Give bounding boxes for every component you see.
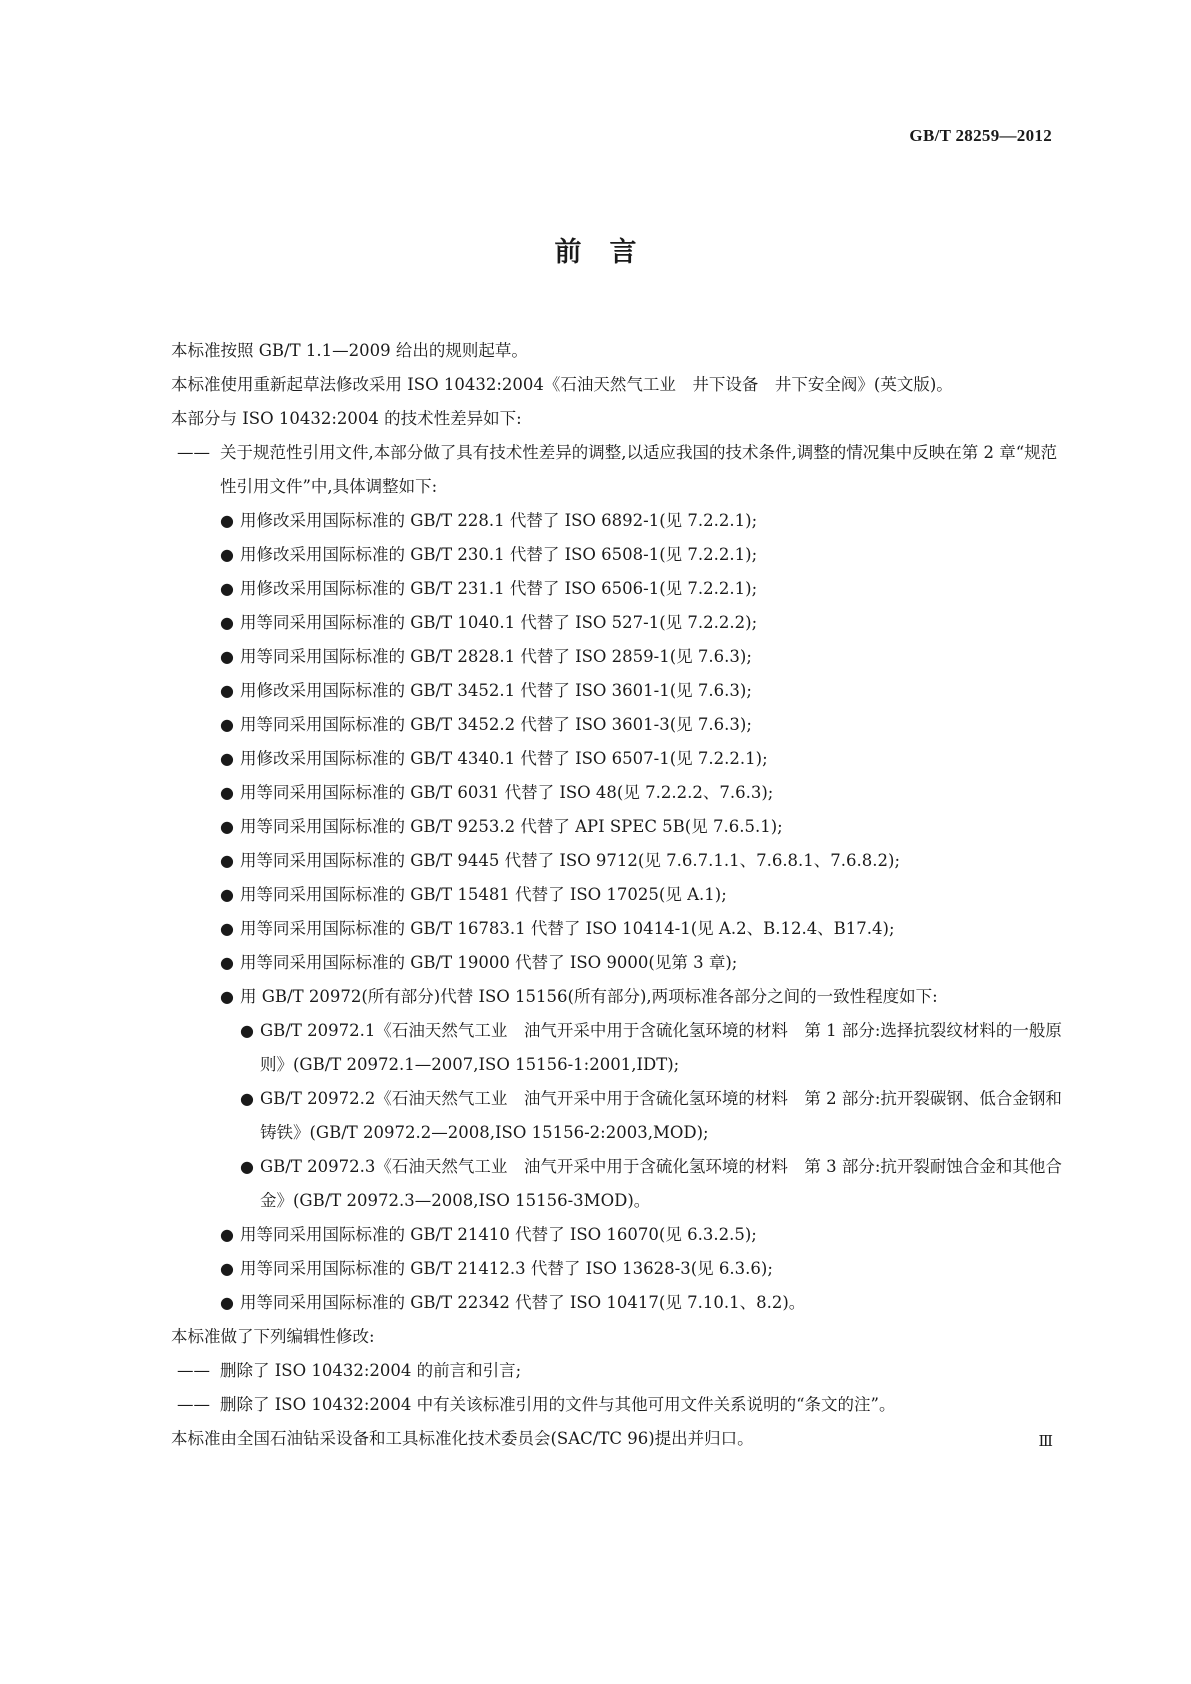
bullet-item	[138, 572, 1063, 606]
bullet-dot: ●	[220, 511, 234, 530]
bullet-item	[138, 980, 1063, 1014]
bullet-dot: ●	[220, 545, 234, 564]
sub-bullet-text: GB/T 20972.2《石油天然气工业 油气开采中用于含硫化氢环境的材料 第 2 部分:抗开裂碳钢、低合金钢和铸铁》(GB/T 20972.2—2008,ISO 15156-2:2003,MOD);	[260, 1089, 1062, 1142]
bullet-dot: ●	[220, 851, 234, 870]
page-title: 前言	[554, 237, 665, 268]
bullet-dot: ●	[220, 749, 234, 768]
paragraph: 本标准做了下列编辑性修改:	[171, 1327, 375, 1346]
bullet-item	[138, 606, 1063, 640]
bullet-item	[138, 810, 1063, 844]
paragraph: 本标准使用重新起草法修改采用 ISO 10432:2004《石油天然气工业 井下设备 井下安全阀》(英文版)。	[171, 375, 953, 394]
paragraph: 本标准由全国石油钻采设备和工具标准化技术委员会(SAC/TC 96)提出并归口。	[171, 1429, 754, 1448]
bullet-item	[138, 776, 1063, 810]
bullet-text: 用等同采用国际标准的 GB/T 21412.3 代替了 ISO 13628-3(见 6.3.6);	[240, 1259, 773, 1278]
bullet-item	[138, 504, 1063, 538]
bullet-dot: ●	[220, 817, 234, 836]
bullet-dot: ●	[220, 681, 234, 700]
bullet-text: 用 GB/T 20972(所有部分)代替 ISO 15156(所有部分),两项标准各部分之间的一致性程度如下:	[240, 987, 938, 1006]
bullet-dot: ●	[220, 715, 234, 734]
dash-item	[138, 436, 1063, 504]
standard-number: GB/T 28259—2012	[909, 126, 1052, 145]
paragraph: 本部分与 ISO 10432:2004 的技术性差异如下:	[171, 409, 522, 428]
bullet-text: 用等同采用国际标准的 GB/T 2828.1 代替了 ISO 2859-1(见 7.6.3);	[240, 647, 752, 666]
bullet-item	[138, 742, 1063, 776]
paragraph: 本标准按照 GB/T 1.1—2009 给出的规则起草。	[171, 341, 528, 360]
bullet-text: 用等同采用国际标准的 GB/T 9253.2 代替了 API SPEC 5B(见 7.6.5.1);	[240, 817, 783, 836]
bullet-item	[138, 946, 1063, 980]
bullet-text: 用修改采用国际标准的 GB/T 228.1 代替了 ISO 6892-1(见 7.2.2.1);	[240, 511, 758, 530]
bullet-dot: ●	[220, 613, 234, 632]
bullet-item	[138, 708, 1063, 742]
bullet-text: 用等同采用国际标准的 GB/T 3452.2 代替了 ISO 3601-3(见 7.6.3);	[240, 715, 752, 734]
sub-bullet-item	[138, 1150, 1063, 1218]
bullet-item	[138, 912, 1063, 946]
bullet-item	[138, 844, 1063, 878]
dash-mark: ——	[177, 443, 210, 462]
bullet-dot: ●	[220, 1293, 234, 1312]
dash-mark: ——	[177, 1361, 210, 1380]
bullet-dot: ●	[220, 987, 234, 1006]
bullet-text: 用等同采用国际标准的 GB/T 21410 代替了 ISO 16070(见 6.3.2.5);	[240, 1225, 757, 1244]
bullet-item	[138, 1218, 1063, 1252]
bullet-text: 用等同采用国际标准的 GB/T 9445 代替了 ISO 9712(见 7.6.7.1.1、7.6.8.1、7.6.8.2);	[240, 851, 901, 870]
bullet-item	[138, 674, 1063, 708]
dash-mark: ——	[177, 1395, 210, 1414]
dash-item-text: 关于规范性引用文件,本部分做了具有技术性差异的调整,以适应我国的技术条件,调整的情况集中反映在第 2 章“规范性引用文件”中,具体调整如下:	[220, 443, 1058, 496]
page-number: Ⅲ	[1038, 1434, 1053, 1450]
bullet-dot: ●	[220, 579, 234, 598]
bullet-item	[138, 878, 1063, 912]
sub-bullet-text: GB/T 20972.1《石油天然气工业 油气开采中用于含硫化氢环境的材料 第 1 部分:选择抗裂纹材料的一般原则》(GB/T 20972.1—2007,ISO 15156-1:2001,IDT);	[260, 1021, 1062, 1074]
bullet-dot: ●	[220, 1225, 234, 1244]
bullet-item	[138, 538, 1063, 572]
bullet-item	[138, 1252, 1063, 1286]
bullet-text: 用修改采用国际标准的 GB/T 230.1 代替了 ISO 6508-1(见 7.2.2.1);	[240, 545, 758, 564]
dash-item	[138, 1354, 1063, 1388]
bullet-text: 用修改采用国际标准的 GB/T 231.1 代替了 ISO 6506-1(见 7.2.2.1);	[240, 579, 758, 598]
bullet-text: 用等同采用国际标准的 GB/T 15481 代替了 ISO 17025(见 A.1);	[240, 885, 727, 904]
sub-bullet-item	[138, 1014, 1063, 1082]
preface-body	[138, 334, 1063, 1456]
bullet-text: 用等同采用国际标准的 GB/T 16783.1 代替了 ISO 10414-1(见 A.2、B.12.4、B17.4);	[240, 919, 895, 938]
dash-item-text: 删除了 ISO 10432:2004 中有关该标准引用的文件与其他可用文件关系说明的“条文的注”。	[220, 1395, 896, 1414]
bullet-dot: ●	[220, 919, 234, 938]
sub-bullet-text: GB/T 20972.3《石油天然气工业 油气开采中用于含硫化氢环境的材料 第 3 部分:抗开裂耐蚀合金和其他合金》(GB/T 20972.3—2008,ISO 15156-3MOD)。	[260, 1157, 1062, 1210]
bullet-text: 用等同采用国际标准的 GB/T 6031 代替了 ISO 48(见 7.2.2.2、7.6.3);	[240, 783, 774, 802]
bullet-dot: ●	[240, 1089, 254, 1108]
sub-bullet-item	[138, 1082, 1063, 1150]
bullet-dot: ●	[220, 953, 234, 972]
bullet-dot: ●	[220, 783, 234, 802]
bullet-dot: ●	[240, 1021, 254, 1040]
bullet-text: 用等同采用国际标准的 GB/T 1040.1 代替了 ISO 527-1(见 7.2.2.2);	[240, 613, 758, 632]
dash-item	[138, 1388, 1063, 1422]
bullet-text: 用修改采用国际标准的 GB/T 4340.1 代替了 ISO 6507-1(见 7.2.2.1);	[240, 749, 768, 768]
bullet-item	[138, 640, 1063, 674]
bullet-text: 用修改采用国际标准的 GB/T 3452.1 代替了 ISO 3601-1(见 7.6.3);	[240, 681, 752, 700]
bullet-dot: ●	[220, 885, 234, 904]
dash-item-text: 删除了 ISO 10432:2004 的前言和引言;	[220, 1361, 522, 1380]
bullet-item	[138, 1286, 1063, 1320]
bullet-dot: ●	[220, 1259, 234, 1278]
bullet-dot: ●	[220, 647, 234, 666]
bullet-text: 用等同采用国际标准的 GB/T 19000 代替了 ISO 9000(见第 3 章);	[240, 953, 738, 972]
bullet-dot: ●	[240, 1157, 254, 1176]
bullet-text: 用等同采用国际标准的 GB/T 22342 代替了 ISO 10417(见 7.10.1、8.2)。	[240, 1293, 806, 1312]
